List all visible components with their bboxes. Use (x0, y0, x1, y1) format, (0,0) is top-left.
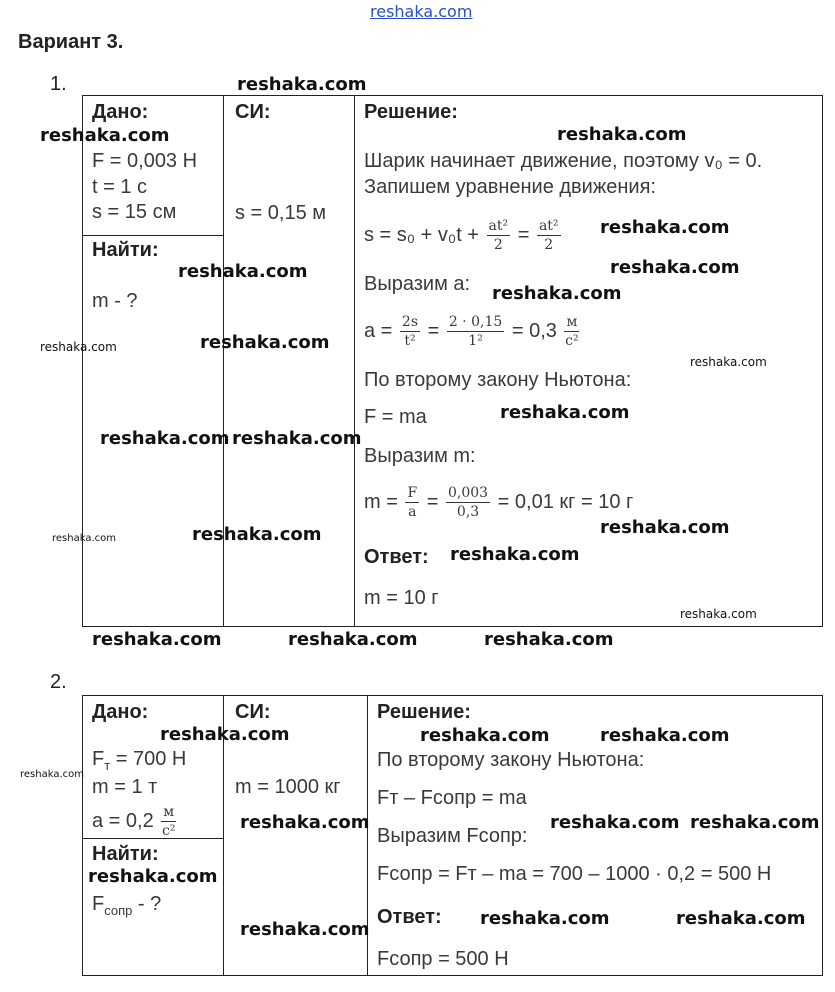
solution-line: По второму закону Ньютона: (364, 369, 632, 391)
watermark: reshaka.com (100, 428, 230, 449)
numerator: at² (488, 218, 509, 234)
answer: Fсопр = 500 Н (377, 948, 509, 970)
fraction (487, 217, 511, 254)
watermark: reshaka.com (550, 812, 680, 833)
numerator: м (566, 314, 578, 330)
watermark: reshaka.com (480, 908, 610, 929)
solution-line: Запишем уравнение движения: (364, 176, 656, 198)
watermark: reshaka.com (420, 725, 550, 746)
fraction (161, 803, 176, 840)
symbol: F (92, 748, 105, 770)
solution-heading: Решение: (364, 101, 458, 123)
watermark: reshaka.com (160, 724, 290, 745)
solution-line: Выразим a: (364, 273, 471, 295)
watermark: reshaka.com (192, 524, 322, 545)
numerator: 2 · 0,15 (448, 314, 503, 330)
solution-line: F = ma (364, 406, 427, 428)
subscript: т (104, 758, 111, 773)
solution-line: Выразим m: (364, 445, 476, 467)
si-heading: СИ: (235, 101, 271, 123)
watermark: reshaka.com (680, 607, 757, 621)
value: - ? (132, 893, 162, 915)
given-distance: s = 15 см (92, 201, 177, 223)
numerator: at² (538, 218, 559, 234)
eq-part: = (426, 490, 439, 513)
si-distance: s = 0,15 м (235, 202, 327, 224)
watermark: reshaka.com (600, 217, 730, 238)
watermark: reshaka.com (600, 517, 730, 538)
solution-line: По второму закону Ньютона: (377, 749, 645, 771)
watermark: reshaka.com (557, 124, 687, 145)
answer-heading: Ответ: (364, 546, 429, 568)
symbol: F (92, 893, 105, 915)
watermark: reshaka.com (492, 283, 622, 304)
watermark: reshaka.com (484, 629, 614, 650)
eq-part: = (427, 319, 440, 342)
watermark: reshaka.com (690, 812, 820, 833)
denominator: 2 (493, 237, 503, 253)
denominator: 1² (468, 333, 483, 349)
given-force (92, 747, 186, 778)
solution-line: Шарик начинает движение, поэтому v₀ = 0. (364, 150, 763, 172)
solution-heading: Решение: (377, 701, 471, 723)
solution-line: Выразим Fсопр: (377, 825, 528, 847)
value: a = 0,2 (92, 809, 154, 832)
watermark: reshaka.com (178, 261, 308, 282)
given-acceleration (92, 803, 178, 840)
problem-2-number: 2. (50, 671, 67, 693)
fraction (400, 313, 420, 350)
denominator: a (408, 504, 417, 520)
denominator: 0,3 (456, 504, 480, 520)
denominator: с² (565, 333, 579, 349)
subscript: сопр (104, 903, 133, 918)
watermark: reshaka.com (610, 257, 740, 278)
watermark: reshaka.com (288, 629, 418, 650)
si-heading: СИ: (235, 701, 271, 723)
numerator: F (407, 485, 418, 501)
watermark: reshaka.com (237, 74, 367, 95)
fraction (446, 484, 490, 521)
watermark: reshaka.com (676, 908, 806, 929)
watermark: reshaka.com (450, 544, 580, 565)
denominator: t² (404, 333, 416, 349)
answer-heading: Ответ: (377, 906, 442, 928)
fraction (564, 313, 579, 350)
given-time: t = 1 с (92, 176, 148, 198)
answer: m = 10 г (364, 587, 439, 609)
given-heading: Дано: (92, 101, 149, 123)
watermark: reshaka.com (200, 332, 330, 353)
solution-line: Fт – Fсопр = ma (377, 787, 527, 809)
watermark: reshaka.com (20, 769, 84, 780)
find-force (92, 892, 161, 923)
eq-part: s = s₀ + v₀t + (364, 223, 479, 246)
divider (223, 95, 224, 627)
equation-mass (364, 484, 633, 521)
watermark: reshaka.com (232, 428, 362, 449)
fraction (405, 484, 419, 521)
numerator: 2s (401, 314, 419, 330)
given-heading: Дано: (92, 701, 149, 723)
problem-1-number: 1. (50, 73, 67, 95)
watermark: reshaka.com (240, 812, 370, 833)
watermark-link[interactable]: reshaka.com (370, 2, 473, 21)
watermark: reshaka.com (600, 725, 730, 746)
fraction (537, 217, 561, 254)
watermark: reshaka.com (40, 125, 170, 146)
watermark: reshaka.com (240, 919, 370, 940)
divider (354, 95, 355, 627)
watermark: reshaka.com (40, 340, 117, 354)
value: = 700 Н (110, 748, 187, 770)
find-heading: Найти: (92, 843, 159, 865)
denominator: 2 (544, 237, 554, 253)
watermark: reshaka.com (52, 533, 116, 544)
divider (82, 235, 223, 236)
fraction (447, 313, 504, 350)
numerator: м (163, 804, 175, 820)
solution-line: Fсопр = Fт – ma = 700 – 1000 · 0,2 = 500 Н (377, 863, 772, 885)
find-mass: m - ? (92, 290, 138, 312)
equation-acceleration (364, 313, 581, 350)
numerator: 0,003 (448, 485, 489, 501)
given-mass: m = 1 т (92, 776, 158, 798)
eq-part: = (517, 223, 530, 246)
si-mass: m = 1000 кг (235, 776, 341, 798)
watermark: reshaka.com (92, 629, 222, 650)
variant-title: Вариант 3. (18, 31, 124, 53)
equation-motion (364, 217, 563, 254)
denominator: с² (162, 823, 176, 839)
eq-part: a = (364, 319, 393, 342)
given-force: F = 0,003 Н (92, 150, 198, 172)
eq-part: = 0,01 кг = 10 г (497, 490, 634, 513)
watermark: reshaka.com (88, 866, 218, 887)
watermark: reshaka.com (690, 355, 767, 369)
eq-part: m = (364, 490, 398, 513)
eq-part: = 0,3 (511, 319, 557, 342)
watermark: reshaka.com (500, 402, 630, 423)
find-heading: Найти: (92, 239, 159, 261)
